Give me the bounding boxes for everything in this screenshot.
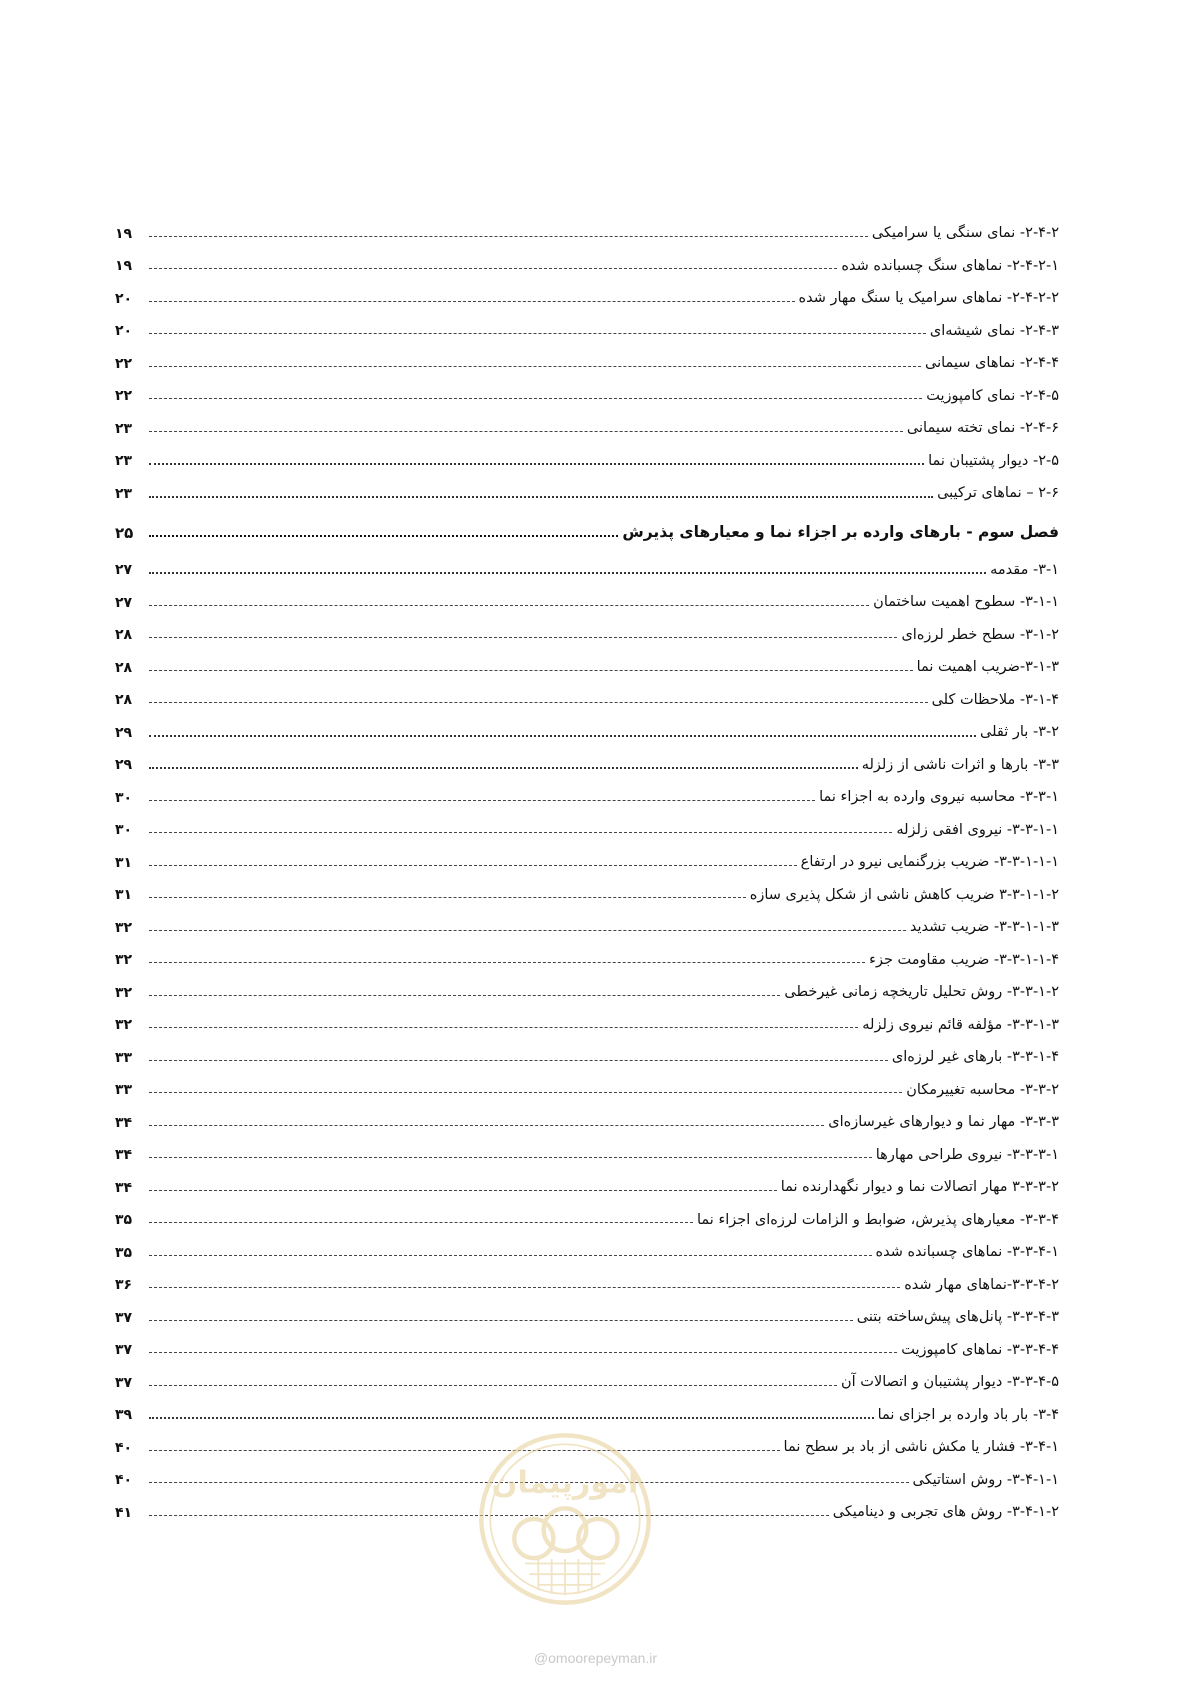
toc-entry[interactable] (115, 1199, 1059, 1232)
toc-entry[interactable] (115, 874, 1059, 907)
toc-leader-line (149, 1287, 900, 1288)
toc-entry-title: ۳-۳-۱-۱-۱- ضریب بزرگنمایی نیرو در ارتفاع (800, 854, 1059, 870)
toc-leader-line (149, 431, 903, 432)
toc-leader-line (149, 1417, 874, 1419)
toc-entry[interactable] (115, 212, 1059, 245)
toc-page-number: ۳۹ (115, 1407, 133, 1423)
toc-entry-title: ۳-۳- بارها و اثرات ناشی از زلزله (861, 756, 1059, 773)
toc-entry-title: فصل سوم - بارهای وارده بر اجزاء نما و معیارهای پذیرش (622, 523, 1059, 541)
toc-page-number: ۳۰ (115, 789, 133, 806)
toc-entry-title: ۲-۶ – نماهای ترکیبی (937, 485, 1059, 501)
toc-entry-title: ۳-۳-۴-۱- نماهای چسبانده شده (875, 1244, 1059, 1260)
toc-leader-line (149, 702, 928, 703)
toc-entry[interactable] (115, 646, 1059, 679)
toc-leader-line (149, 301, 795, 302)
toc-leader-line (149, 398, 922, 399)
toc-page-number: ۲۰ (115, 290, 133, 307)
toc-entry[interactable] (115, 1296, 1059, 1329)
toc-entry-title: ۳-۳-۱-۴- بارهای غیر لرزه‌ای (891, 1049, 1059, 1065)
svg-text:امورپیمان: امورپیمان (491, 1465, 639, 1501)
toc-page-number: ۲۲ (115, 355, 133, 372)
toc-leader-line (149, 268, 837, 269)
toc-page-number: ۲۹ (115, 724, 133, 741)
toc-entry[interactable] (115, 744, 1059, 777)
toc-entry[interactable] (115, 1264, 1059, 1297)
toc-leader-line (149, 800, 815, 801)
toc-page-number: ۳۲ (115, 952, 133, 968)
toc-page-number: ۳۶ (115, 1277, 133, 1293)
toc-chapter-entry[interactable] (115, 505, 1059, 549)
toc-entry[interactable] (115, 407, 1059, 440)
toc-page-number: ۴۰ (115, 1472, 133, 1488)
toc-leader-line (149, 1190, 777, 1191)
toc-entry[interactable] (115, 1361, 1059, 1394)
toc-entry[interactable] (115, 1329, 1059, 1362)
toc-leader-line (149, 535, 618, 537)
toc-page-number: ۳۳ (115, 1049, 133, 1066)
toc-leader-line (149, 930, 906, 931)
toc-entry[interactable] (115, 1004, 1059, 1037)
toc-page-number: ۳۲ (115, 984, 133, 1001)
toc-entry-title: ۲-۴-۲- نمای سنگی یا سراميکی (871, 225, 1059, 241)
toc-entry-title: ۲-۴-۵- نمای کامپوزیت (926, 387, 1059, 404)
toc-entry[interactable] (115, 245, 1059, 278)
toc-leader-line (149, 333, 926, 334)
toc-leader-line (149, 605, 869, 606)
toc-leader-line (149, 496, 933, 498)
toc-page-number: ۲۸ (115, 659, 133, 676)
toc-page-number: ۲۳ (115, 453, 133, 469)
toc-entry-title: ۳-۱-۱- سطوح اهمیت ساختمان (873, 594, 1059, 610)
toc-entry-title: ۳-۳-۱-۳- مؤلفه قائم نیروی زلزله (862, 1016, 1059, 1033)
toc-entry-title: ۳-۳-۱- محاسبه نیروی وارده به اجزاء نما (819, 789, 1059, 805)
toc-page-number: ۳۷ (115, 1309, 133, 1326)
toc-entry[interactable] (115, 809, 1059, 842)
toc-entry[interactable] (115, 1394, 1059, 1427)
toc-page-number: ۲۲ (115, 388, 133, 404)
toc-entry[interactable] (115, 971, 1059, 1004)
toc-page-number: ۳۰ (115, 822, 133, 838)
toc-entry-title: ۲-۴-۲-۲- نماهای سرامیک یا سنگ مهار شده (798, 290, 1059, 306)
toc-entry[interactable] (115, 614, 1059, 647)
toc-entry-title: ۳-۴-۱-۱- روش استاتیکی (912, 1471, 1059, 1488)
toc-entry-title: ۳-۳-۴-۴- نماهای کامپوزیت (901, 1341, 1059, 1358)
toc-entry[interactable] (115, 310, 1059, 343)
toc-entry-title: ۳-۳-۳- مهار نما و دیوارهای غیرسازه‌ای (828, 1114, 1059, 1130)
toc-entry-title: ۳-۳-۱-۱- نیروی افقی زلزله (896, 821, 1059, 838)
toc-entry-title: ۳-۳-۴-۲-نماهای مهار شده (904, 1276, 1059, 1293)
toc-page-number: ۳۴ (115, 1179, 133, 1196)
toc-entry-title: ۳-۳-۳-۲ مهار اتصالات نما و دیوار نگهدارنده نما (780, 1179, 1059, 1195)
toc-page-number: ۲۷ (115, 562, 133, 578)
toc-entry[interactable] (115, 776, 1059, 809)
toc-entry[interactable] (115, 440, 1059, 473)
toc-leader-line (149, 865, 797, 866)
toc-leader-line (149, 832, 892, 833)
toc-entry-title: ۳-۳-۴-۵- دیوار پشتیبان و اتصالات آن (841, 1374, 1059, 1390)
toc-entry[interactable] (115, 472, 1059, 505)
toc-entry-title: ۳-۴- بار باد وارده بر اجزای نما (877, 1406, 1059, 1423)
toc-entry-title: ۳-۳-۴-۳- پانل‌های پیش‌ساخته بتنی (856, 1309, 1059, 1325)
toc-entry[interactable] (115, 1166, 1059, 1199)
toc-leader-line (149, 767, 858, 769)
toc-entry-title: ۳-۱-۲- سطح خطر لرزه‌ای (901, 626, 1059, 643)
toc-entry[interactable] (115, 549, 1059, 582)
toc-page-number: ۲۵ (115, 523, 134, 542)
toc-entry-title: ۳-۴-۱-۲- روش های تجربی و دینامیکی (832, 1504, 1059, 1520)
toc-leader-line (149, 670, 913, 671)
toc-leader-line (149, 572, 986, 574)
toc-page-number: ۳۲ (115, 1017, 133, 1033)
toc-page-number: ۲۸ (115, 692, 133, 708)
toc-leader-line (149, 637, 897, 638)
toc-page-number: ۳۴ (115, 1114, 133, 1131)
toc-leader-line (149, 1027, 858, 1028)
toc-entry-title: ۳-۳-۱-۱-۳- ضریب تشدید (909, 919, 1059, 935)
toc-page-number: ۲۷ (115, 594, 133, 611)
toc-entry-title: ۳-۳-۱-۱-۴- ضریب مقاومت جزء (869, 951, 1059, 968)
toc-page-number: ۲۹ (115, 757, 133, 773)
toc-entry[interactable] (115, 581, 1059, 614)
toc-leader-line (149, 1352, 897, 1353)
toc-page-number: ۳۷ (115, 1374, 133, 1391)
toc-entry-title: ۲-۴-۴- نماهای سیمانی (925, 355, 1059, 371)
toc-leader-line (149, 995, 780, 996)
toc-entry-title: ۳-۲- بار ثقلی (980, 724, 1059, 740)
toc-entry-title: ۲-۴-۳- نمای شیشه‌ای (929, 322, 1059, 339)
toc-entry-title: ۳-۴-۱- فشار یا مکش ناشی از باد بر سطح نما (783, 1439, 1059, 1455)
toc-page-number: ۳۷ (115, 1342, 133, 1358)
toc-entry-title: ۳-۳-۲- محاسبه تغییرمکان (906, 1081, 1059, 1098)
toc-entry-title: ۳-۱-۳-ضریب اهمیت نما (916, 659, 1059, 675)
toc-leader-line (149, 962, 865, 963)
toc-page-number: ۴۰ (115, 1439, 133, 1456)
toc-entry[interactable] (115, 679, 1059, 712)
watermark-site-text: @omoorepeyman.ir (533, 1650, 658, 1666)
toc-leader-line (149, 1255, 872, 1256)
toc-leader-line (149, 1450, 780, 1451)
toc-page-number: ۴۱ (115, 1504, 133, 1521)
toc-entry-title: ۲-۴-۶- نمای تخته سیمانی (906, 420, 1059, 436)
toc-page-number: ۳۱ (115, 854, 133, 871)
toc-entry[interactable] (115, 906, 1059, 939)
toc-entry[interactable] (115, 1134, 1059, 1167)
toc-page-number: ۳۵ (115, 1244, 133, 1261)
toc-leader-line (149, 735, 976, 737)
toc-page-number: ۲۰ (115, 323, 133, 339)
toc-entry[interactable] (115, 1231, 1059, 1264)
toc-leader-line (149, 236, 868, 237)
toc-page-number: ۳۱ (115, 887, 133, 903)
toc-entry-title: ۳-۳-۱-۱-۲ ضریب کاهش ناشی از شکل پذیری سازه (749, 886, 1059, 903)
toc-entry[interactable] (115, 939, 1059, 972)
toc-leader-line (149, 463, 924, 465)
toc-page-number: ۳۴ (115, 1147, 133, 1163)
toc-page-number: ۱۹ (115, 225, 133, 242)
toc-page-number: ۲۸ (115, 627, 133, 643)
toc-leader-line (149, 1222, 693, 1223)
toc-page-number: ۳۲ (115, 919, 133, 936)
toc-entry[interactable] (115, 711, 1059, 744)
toc-entry-title: ۳-۳-۳-۱- نیروی طراحی مهارها (875, 1146, 1059, 1163)
toc-entry-title: ۳-۱- مقدمه (990, 561, 1059, 578)
toc-entry[interactable] (115, 1101, 1059, 1134)
toc-page-number: ۲۳ (115, 485, 133, 502)
toc-entry[interactable] (115, 342, 1059, 375)
toc-entry-title: ۳-۳-۱-۲- روش تحلیل تاریخچه زمانی غیرخطی (784, 984, 1059, 1000)
watermark-seal-logo (476, 1430, 654, 1608)
toc-leader-line (149, 1320, 853, 1321)
toc-entry-title: ۲-۵- دیوار پشتیبان نما (928, 452, 1059, 469)
toc-leader-line (149, 1385, 837, 1386)
toc-leader-line (149, 366, 921, 367)
toc-entry[interactable] (115, 375, 1059, 408)
toc-leader-line (149, 1060, 888, 1061)
toc-leader-line (149, 1092, 902, 1093)
toc-entry-title: ۳-۱-۴- ملاحظات کلی (931, 691, 1059, 708)
toc-leader-line (149, 1157, 872, 1158)
toc-page-number: ۳۳ (115, 1082, 133, 1098)
toc-page-number: ۲۳ (115, 420, 133, 437)
toc-entry[interactable] (115, 1036, 1059, 1069)
toc-entry[interactable] (115, 1069, 1059, 1102)
table-of-contents (115, 212, 1059, 1524)
toc-page-number: ۱۹ (115, 258, 133, 274)
toc-entry[interactable] (115, 841, 1059, 874)
toc-entry[interactable] (115, 277, 1059, 310)
toc-leader-line (149, 897, 746, 898)
toc-entry-title: ۳-۳-۴- معیارهای پذیرش، ضوابط و الزامات لرزه‌ای اجزاء نما (697, 1211, 1059, 1228)
toc-leader-line (149, 1125, 824, 1126)
toc-page-number: ۳۵ (115, 1212, 133, 1228)
toc-entry-title: ۲-۴-۲-۱- نماهای سنگ چسبانده شده (841, 257, 1059, 274)
